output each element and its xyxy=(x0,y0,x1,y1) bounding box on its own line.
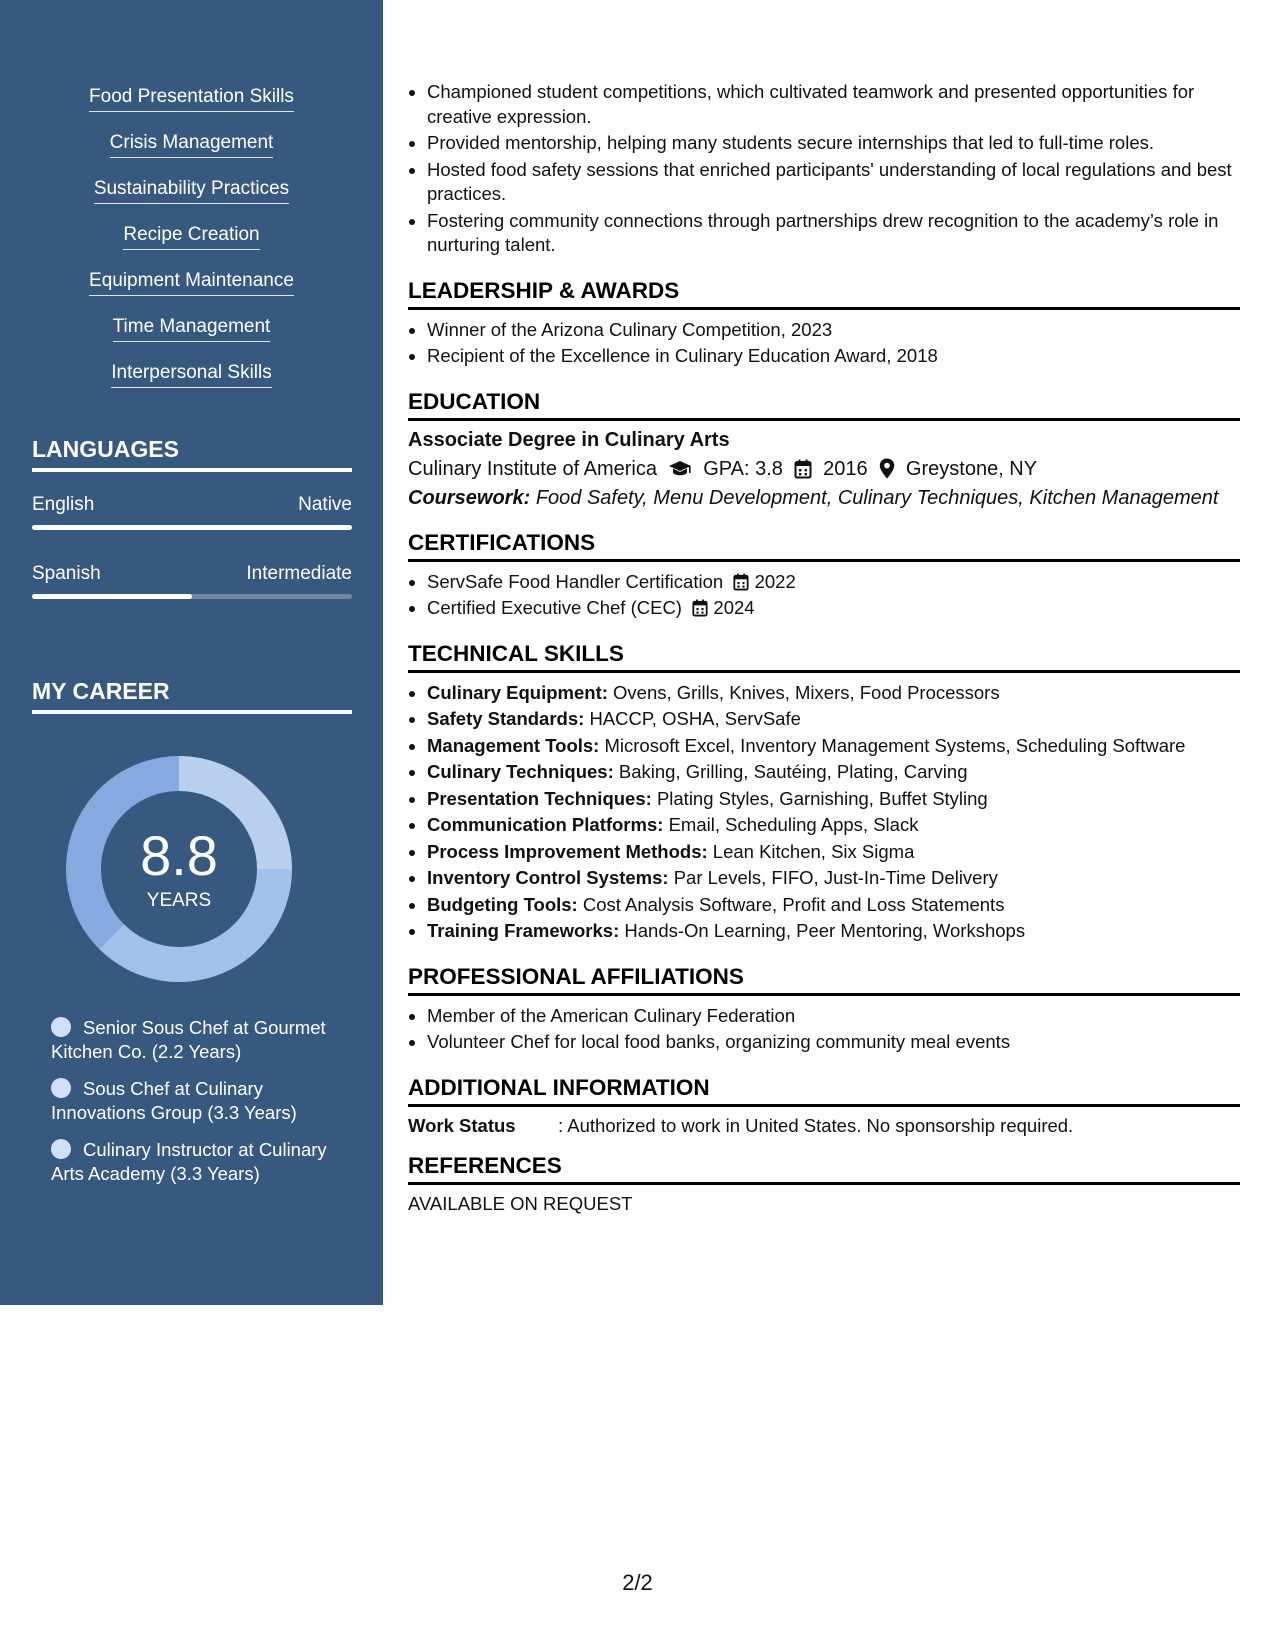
education-section xyxy=(408,389,1240,510)
degree-title: Associate Degree in Culinary Arts xyxy=(408,428,730,451)
career-legend xyxy=(51,1016,341,1199)
graduation-year: 2016 xyxy=(823,457,868,480)
list-item: • Volunteer Chef for local food banks, organizing community meal events xyxy=(427,1030,1240,1055)
tech-skill-label: Process Improvement Methods: xyxy=(427,840,708,862)
experience-bullets xyxy=(408,80,1240,258)
list-item: • Recipient of the Excellence in Culinary Education Award, 2018 xyxy=(427,344,1240,369)
section-title: LEADERSHIP & AWARDS xyxy=(408,278,1240,310)
certification-name: Certified Executive Chef (CEC) xyxy=(427,597,682,618)
career-total-years: 8.8 xyxy=(140,824,218,887)
list-item: • Fostering community connections through partnerships drew recognition to the academy’s role in nurturing talent. xyxy=(427,209,1240,258)
tech-skill-label: Budgeting Tools: xyxy=(427,893,578,915)
language-bar-english xyxy=(32,525,352,530)
section-title: ADDITIONAL INFORMATION xyxy=(408,1075,1240,1107)
certification-year: 2022 xyxy=(754,570,796,592)
affiliations-section xyxy=(408,964,1240,1055)
language-bar-spanish xyxy=(32,594,352,599)
tech-skill-value: Email, Scheduling Apps, Slack xyxy=(668,814,919,835)
language-level: Intermediate xyxy=(246,563,352,584)
certification-item xyxy=(427,596,1240,621)
section-title: PROFESSIONAL AFFILIATIONS xyxy=(408,964,1240,996)
main-content xyxy=(408,80,1240,1215)
tech-skill-value: Plating Styles, Garnishing, Buffet Styling xyxy=(656,787,988,809)
tech-skill-item xyxy=(427,734,1240,759)
tech-skill-item xyxy=(427,893,1240,918)
school-location: Greystone, NY xyxy=(905,457,1038,480)
language-name: Spanish xyxy=(32,563,101,584)
skill-item[interactable]: Interpersonal Skills xyxy=(111,362,272,388)
references-text: AVAILABLE ON REQUEST xyxy=(408,1192,633,1214)
graduation-cap-icon xyxy=(668,459,692,479)
work-status-row xyxy=(408,1115,1240,1137)
skill-item[interactable]: Equipment Maintenance xyxy=(89,270,294,296)
career-role-label: Culinary Instructor at Culinary Arts Academy (3.3 Years) xyxy=(51,1139,327,1184)
skill-item[interactable]: Food Presentation Skills xyxy=(89,86,294,112)
section-title: EDUCATION xyxy=(408,389,1240,421)
section-title: CERTIFICATIONS xyxy=(408,530,1240,562)
additional-info-section xyxy=(408,1075,1240,1137)
list-item: • Provided mentorship, helping many students secure internships that led to full-time roles. xyxy=(427,131,1240,156)
tech-skill-label: Culinary Equipment: xyxy=(427,681,608,703)
career-legend-item xyxy=(51,1138,341,1186)
skill-item[interactable]: Recipe Creation xyxy=(123,224,259,250)
career-legend-item xyxy=(51,1016,341,1064)
career-total-unit: YEARS xyxy=(146,890,212,911)
list-item: • Member of the American Culinary Federation xyxy=(427,1004,1240,1029)
section-title: TECHNICAL SKILLS xyxy=(408,641,1240,673)
coursework-label: Coursework: xyxy=(408,486,531,509)
calendar-icon xyxy=(794,459,812,479)
certification-name: ServSafe Food Handler Certification xyxy=(427,570,724,592)
sidebar xyxy=(0,0,383,1305)
tech-skill-item xyxy=(427,866,1240,891)
tech-skill-value: Cost Analysis Software, Profit and Loss Statements xyxy=(582,893,1005,915)
tech-skill-label: Training Frameworks: xyxy=(427,920,620,941)
career-role-label: Senior Sous Chef at Gourmet Kitchen Co. (2.2 Years) xyxy=(51,1017,326,1062)
tech-skill-label: Culinary Techniques: xyxy=(427,761,614,782)
gpa: GPA: 3.8 xyxy=(703,457,783,480)
tech-skill-value: Baking, Grilling, Sautéing, Plating, Carving xyxy=(618,761,968,782)
page-number: 2/2 xyxy=(622,1570,653,1595)
career-legend-item xyxy=(51,1077,341,1125)
tech-skill-item xyxy=(427,707,1240,732)
tech-skill-item xyxy=(427,787,1240,812)
certification-year: 2024 xyxy=(713,597,755,618)
tech-skill-item xyxy=(427,813,1240,838)
language-bar-fill xyxy=(32,525,352,530)
list-item: • Championed student competitions, which cultivated teamwork and presented opportunities for creative expression. xyxy=(427,80,1240,129)
languages-heading: LANGUAGES xyxy=(32,436,352,472)
tech-skill-label: Management Tools: xyxy=(427,734,600,756)
tech-skill-value: HACCP, OSHA, ServSafe xyxy=(589,708,801,729)
legend-dot xyxy=(51,1017,71,1037)
tech-skill-label: Presentation Techniques: xyxy=(427,787,652,809)
tech-skill-item xyxy=(427,840,1240,865)
skills-list xyxy=(0,86,383,408)
tech-skill-item xyxy=(427,760,1240,785)
tech-skill-label: Communication Platforms: xyxy=(427,814,664,835)
language-level: Native xyxy=(298,494,352,515)
tech-skill-item xyxy=(427,919,1240,944)
references-section xyxy=(408,1153,1240,1215)
career-heading: MY CAREER xyxy=(32,678,352,714)
calendar-icon xyxy=(692,599,708,617)
legend-dot xyxy=(51,1139,71,1159)
language-bar-fill xyxy=(32,594,192,599)
calendar-icon xyxy=(733,573,749,591)
certification-item xyxy=(427,570,1240,595)
location-pin-icon xyxy=(879,458,895,479)
skill-item[interactable]: Time Management xyxy=(113,316,271,342)
skill-item[interactable]: Crisis Management xyxy=(110,132,274,158)
list-item: • Hosted food safety sessions that enriched participants' understanding of local regulations and best practices. xyxy=(427,158,1240,207)
language-name: English xyxy=(32,494,95,515)
work-status-label: Work Status xyxy=(408,1114,516,1136)
tech-skill-value: Hands-On Learning, Peer Mentoring, Workshops xyxy=(624,920,1026,941)
school-name: Culinary Institute of America xyxy=(408,457,657,480)
list-item: • Winner of the Arizona Culinary Competition, 2023 xyxy=(427,318,1240,343)
work-status-value: : Authorized to work in United States. No sponsorship required. xyxy=(558,1114,1074,1136)
tech-skill-value: Microsoft Excel, Inventory Management Systems, Scheduling Software xyxy=(604,734,1186,756)
tech-skill-value: Lean Kitchen, Six Sigma xyxy=(712,840,915,862)
tech-skill-label: Safety Standards: xyxy=(427,708,585,729)
certifications-section xyxy=(408,530,1240,621)
skill-item[interactable]: Sustainability Practices xyxy=(94,178,289,204)
leadership-section xyxy=(408,278,1240,369)
technical-skills-section xyxy=(408,641,1240,944)
tech-skill-item xyxy=(427,681,1240,706)
legend-dot xyxy=(51,1078,71,1098)
tech-skill-label: Inventory Control Systems: xyxy=(427,867,669,888)
education-details xyxy=(408,456,1240,483)
tech-skill-value: Ovens, Grills, Knives, Mixers, Food Processors xyxy=(613,681,1000,703)
coursework-list: Food Safety, Menu Development, Culinary Techniques, Kitchen Management xyxy=(535,486,1219,509)
tech-skill-value: Par Levels, FIFO, Just-In-Time Delivery xyxy=(673,867,998,888)
career-role-label: Sous Chef at Culinary Innovations Group (3.3 Years) xyxy=(51,1078,297,1123)
coursework xyxy=(408,487,1240,510)
section-title: REFERENCES xyxy=(408,1153,1240,1185)
